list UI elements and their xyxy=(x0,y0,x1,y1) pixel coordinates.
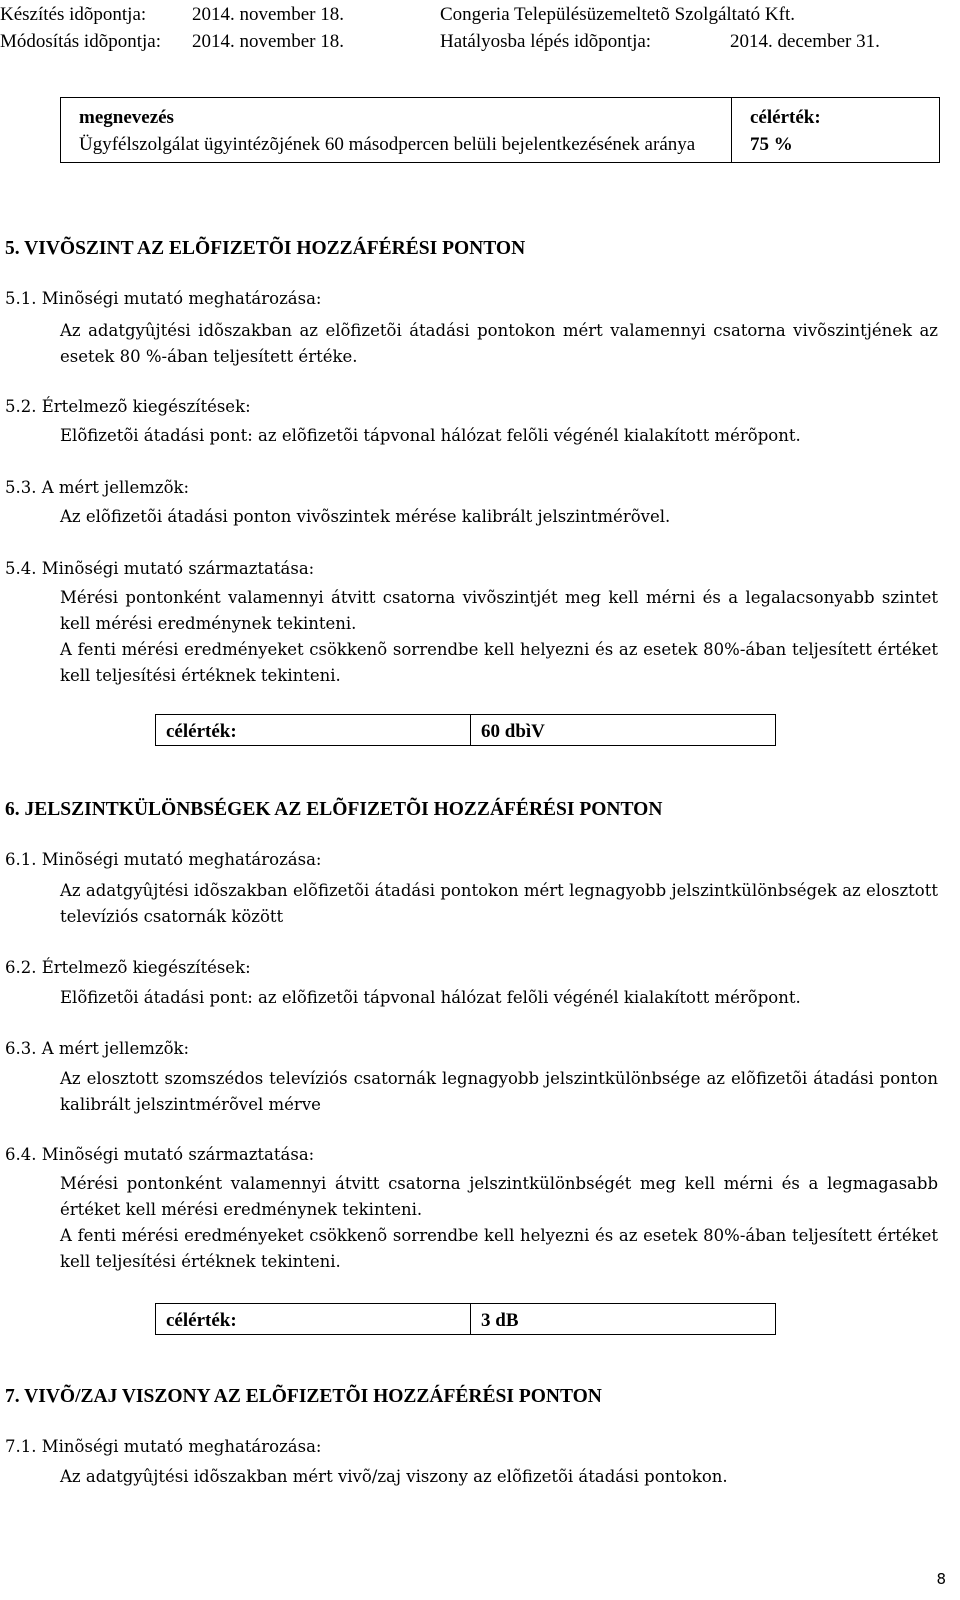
subsection-6-2-heading xyxy=(5,958,251,977)
subsection-title: Minõségi mutató meghatározása: xyxy=(41,1437,322,1456)
subsection-7-1-text: Az adatgyûjtési idõszakban mért vivõ/zaj viszony az elõfizetõi átadási pontokon. xyxy=(60,1467,728,1486)
subsection-5-3-heading xyxy=(5,478,189,497)
subsection-title: A mért jellemzõk: xyxy=(41,478,190,497)
effective-date: 2014. december 31. xyxy=(730,31,880,52)
subsection-number: 5.3. xyxy=(5,478,37,497)
table-row xyxy=(61,98,940,163)
subsection-5-2-text: Elõfizetõi átadási pont: az elõfizetõi tápvonal hálózat felõli végénél kialakított mérõpont. xyxy=(60,426,801,445)
section-5-goal-table xyxy=(155,714,776,746)
subsection-6-1-heading xyxy=(5,850,321,869)
subsection-number: 5.4. xyxy=(5,559,37,578)
subsection-6-4-text-2: A fenti mérési eredményeket csökkenõ sorrendbe kell helyezni és az esetek 80%-ában teljesített értéket kell teljesítési értéknek tekinteni. xyxy=(60,1226,938,1271)
subsection-number: 5.2. xyxy=(5,397,37,416)
subsection-5-4-text-1: Mérési pontonként valamennyi átvitt csatorna vivõszintjét meg kell mérni és a legalacsonyabb szintet kell mérési eredménynek tekinteni. xyxy=(60,588,938,633)
subsection-5-2-heading xyxy=(5,397,251,416)
subsection-title: Minõségi mutató származtatása: xyxy=(41,559,315,578)
col-header-name: megnevezés xyxy=(79,107,174,128)
subsection-5-1-text: Az adatgyûjtési idõszakban az elõfizetõi átadási pontokon mért valamennyi csatorna vivõszintjének az esetek 80 %-ában teljesített értéke. xyxy=(60,321,938,366)
goal-label: célérték: xyxy=(156,1304,471,1335)
subsection-6-1-text: Az adatgyûjtési idõszakban elõfizetõi átadási pontokon mért legnagyobb jelszintkülönbségek az elosztott televíziós csatornák között xyxy=(60,881,938,926)
subsection-6-3-heading xyxy=(5,1039,189,1058)
goal-label: célérték: xyxy=(156,715,471,746)
col-header-value: célérték: xyxy=(750,107,821,128)
subsection-number: 6.1. xyxy=(5,850,37,869)
subsection-number: 6.3. xyxy=(5,1039,37,1058)
table-row xyxy=(156,1304,776,1335)
subsection-title: Értelmezõ kiegészítések: xyxy=(41,397,251,416)
section-6-heading: 6. JELSZINTKÜLÖNBSÉGEK AZ ELÕFIZETÕI HOZZÁFÉRÉSI PONTON xyxy=(5,799,663,820)
section-5-heading: 5. VIVÕSZINT AZ ELÕFIZETÕI HOZZÁFÉRÉSI PONTON xyxy=(5,238,526,259)
modified-date: 2014. november 18. xyxy=(192,31,344,52)
goal-value: 3 dB xyxy=(471,1304,776,1335)
subsection-7-1-heading xyxy=(5,1437,321,1456)
subsection-6-2-text: Elõfizetõi átadási pont: az elõfizetõi tápvonal hálózat felõli végénél kialakított mérõpont. xyxy=(60,988,801,1007)
subsection-number: 5.1. xyxy=(5,289,37,308)
subsection-5-3-text: Az elõfizetõi átadási ponton vivõszintek mérése kalibrált jelszintmérõvel. xyxy=(60,507,671,526)
subsection-title: A mért jellemzõk: xyxy=(41,1039,190,1058)
created-date: 2014. november 18. xyxy=(192,4,344,25)
row-value: 75 % xyxy=(750,134,793,155)
subsection-title: Értelmezõ kiegészítések: xyxy=(41,958,251,977)
name-cell xyxy=(61,98,732,163)
value-cell xyxy=(732,98,940,163)
modified-label: Módosítás idõpontja: xyxy=(0,31,161,52)
subsection-5-4-text-2: A fenti mérési eredményeket csökkenõ sorrendbe kell helyezni és az esetek 80%-ában teljesített értéket kell teljesítési értéknek tekinteni. xyxy=(60,640,938,685)
subsection-5-1-heading xyxy=(5,289,321,308)
section-7-heading: 7. VIVÕ/ZAJ VISZONY AZ ELÕFIZETÕI HOZZÁFÉRÉSI PONTON xyxy=(5,1386,602,1407)
goal-value: 60 dbìV xyxy=(471,715,776,746)
subsection-title: Minõségi mutató meghatározása: xyxy=(41,850,322,869)
subsection-number: 6.4. xyxy=(5,1145,37,1164)
effective-label: Hatályosba lépés idõpontja: xyxy=(440,31,652,52)
company-name: Congeria Településüzemeltetõ Szolgáltató Kft. xyxy=(440,4,795,25)
section-6-goal-table xyxy=(155,1303,776,1335)
subsection-title: Minõségi mutató származtatása: xyxy=(41,1145,315,1164)
subsection-title: Minõségi mutató meghatározása: xyxy=(41,289,322,308)
subsection-6-3-text: Az elosztott szomszédos televíziós csatornák legnagyobb jelszintkülönbsége az elõfizetõi átadási ponton kalibrált jelszintmérõvel mérve xyxy=(60,1069,938,1114)
page-number: 8 xyxy=(936,1570,946,1588)
service-target-table xyxy=(60,97,940,163)
subsection-number: 7.1. xyxy=(5,1437,37,1456)
created-label: Készítés idõpontja: xyxy=(0,4,147,25)
subsection-6-4-heading xyxy=(5,1145,314,1164)
table-row xyxy=(156,715,776,746)
subsection-5-4-heading xyxy=(5,559,314,578)
row-name: Ügyfélszolgálat ügyintézõjének 60 másodpercen belüli bejelentkezésének aránya xyxy=(79,134,696,155)
subsection-6-4-text-1: Mérési pontonként valamennyi átvitt csatorna jelszintkülönbségét meg kell mérni és a legmagasabb értéket kell mérési eredménynek tekinteni. xyxy=(60,1174,938,1219)
document-header xyxy=(0,0,960,54)
subsection-number: 6.2. xyxy=(5,958,37,977)
